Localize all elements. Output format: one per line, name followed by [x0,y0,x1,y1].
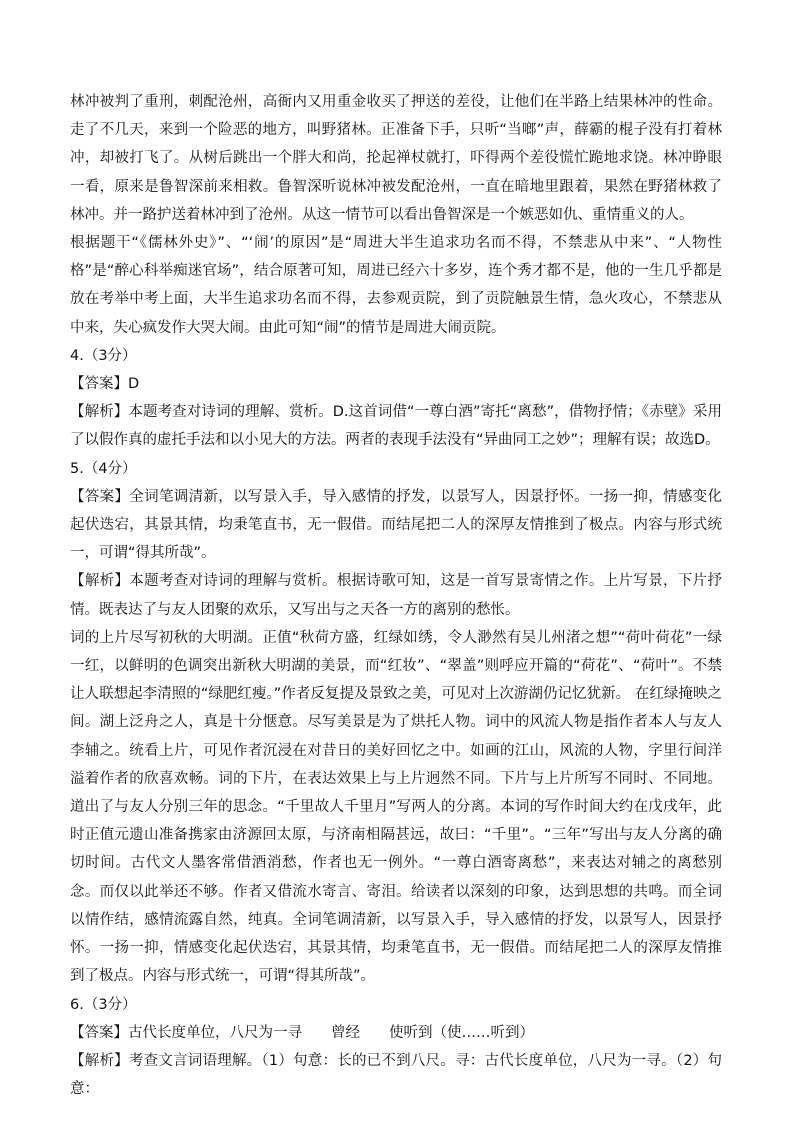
question-4-analysis: 【解析】本题考查对诗词的理解、赏析。D.这首词借“一尊白酒”寄托“离愁”，借物抒情；《赤壁》采用了以假作真的虚托手法和以小见大的方法。两者的表现手法没有“异曲同工之妙”；理解有误；故选D。 [70,404,722,449]
question-6-analysis: 【解析】考查文言词语理解。（1）句意：长的已不到八尺。寻：古代长度单位，八尺为一寻。（2）句意： [70,1052,722,1098]
question-6-answer: 【答案】古代长度单位，八尺为一寻 曾经 使听到（使……听到） [70,1024,534,1041]
question-5-answer: 【答案】全词笔调清新，以写景入手，导入感情的抒发，以景写人，因景抒怀。一扬一抑，情感变化起伏迭宕，其景其情，均秉笔直书，无一假借。而结尾把二人的深厚友情推到了极点。内容与形式统一，可谓“得其所哉”。 [70,488,722,562]
paragraph-rulin-waishi: 根据题干“《儒林外史》”、“‘闹’的原因”是“周进大半生追求功名而不得，不禁悲从中来”、“人物性格”是“醉心科举痴迷官场”，结合原著可知，周进已经六十多岁，连个秀才都不是，他的一生几乎都是放在考举中考上面，大半生追求功名而不得，去参观贡院，到了贡院触景生情，急火攻心，不禁悲从中来，失心疯发作大哭大闹。由此可知“闹”的情节是周进大闹贡院。 [70,235,722,336]
paragraph-lin-chong: 林冲被判了重刑，刺配沧州，高衙内又用重金收买了押送的差役，让他们在半路上结果林冲的性命。走了不几天，来到一个险恶的地方，叫野猪林。正准备下手，只听“当啷”声，薛霸的棍子没有打着林冲，却被打飞了。从树后跳出一个胖大和尚，抡起禅杖就打，吓得两个差役慌忙跪地求饶。林冲睁眼一看，原来是鲁智深前来相救。鲁智深听说林冲被发配沧州，一直在暗地里跟着，果然在野猪林救了林冲。并一路护送着林冲到了沧州。从这一情节可以看出鲁智深是一个嫉恶如仇、重情重义的人。 [70,94,722,223]
question-5-analysis: 【解析】本题考查对诗词的理解与赏析。根据诗歌可知，这是一首写景寄情之作。上片写景，下片抒情。既表达了与友人团聚的欢乐，又写出与之天各一方的离别的愁怅。 [70,573,722,618]
question-4-heading: 4.（3分） [70,347,137,364]
question-6-heading: 6.（3分） [70,996,137,1013]
question-5-heading: 5.（4分） [70,460,137,477]
question-5-body: 词的上片尽写初秋的大明湖。正值“秋荷方盛，红绿如绣，令人渺然有吴儿州渚之想”“荷叶荷花”一绿一红，以鲜明的色调突出新秋大明湖的美景，而“红妆”、“翠盖”则呼应开篇的“荷花”、“荷叶”。不禁让人联想起李清照的“绿肥红瘦。”作者反复提及景致之美，可见对上次游湖仍记忆犹新。 在红绿掩映之间。湖上泛舟之人，真是十分惬意。尽写美景是为了烘托人物。词中的风流人物是指作者本人与友人李辅之。统看上片，可见作者沉浸在对昔日的美好回忆之中。如画的江山，风流的人物，字里行间洋溢着作者的欣喜欢畅。词的下片，在表达效果上与上片迥然不同。下片与上片所写不同时、不同地。道出了与友人分别三年的思念。“千里故人千里月”写两人的分离。本词的写作时间大约在戊戌年，此时正值元遗山准备携家由济源回太原，与济南相隔甚远，故曰：“千里”。“三年”写出与友人分离的确切时间。古代文人墨客常借酒消愁，作者也无一例外。“一尊白酒寄离愁”，来表达对辅之的离愁别念。而仅以此举还不够。作者又借流水寄言、寄泪。给读者以深刻的印象，达到思想的共鸣。而全词以情作结，感情流露自然，纯真。全词笔调清新，以写景入手，导入感情的抒发，以景写人，因景抒怀。一扬一抑，情感变化起伏迭宕，其景其情，均秉笔直书，无一假借。而结尾把二人的深厚友情推到了极点。内容与形式统一，可谓“得其所哉”。 [70,629,722,985]
document-page [70,88,722,1103]
question-4-answer: 【答案】D [70,376,140,393]
